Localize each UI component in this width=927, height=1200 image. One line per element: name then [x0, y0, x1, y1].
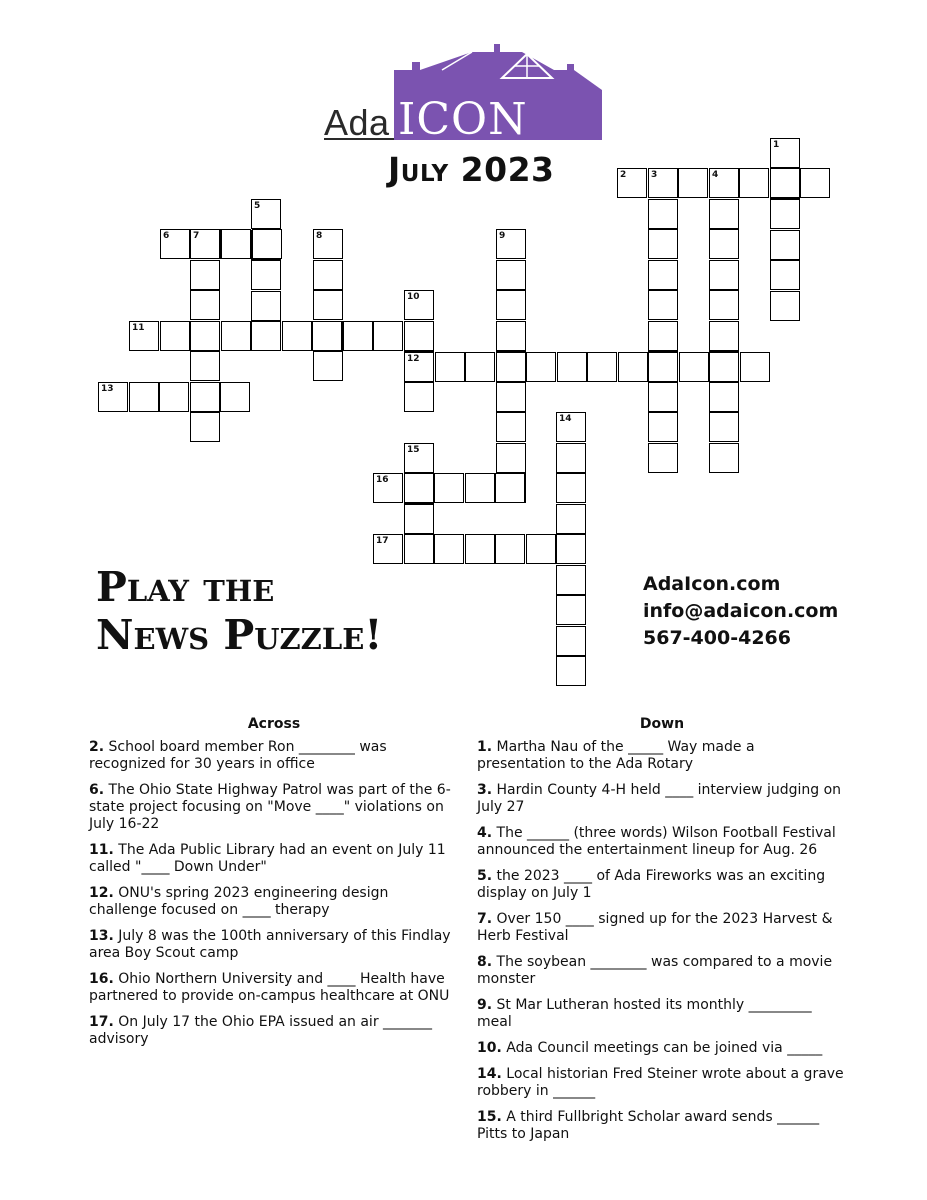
clue-number: 5	[254, 201, 261, 211]
clue-text: Martha Nau of the _____ Way made a presentation to the Ada Rotary	[477, 739, 755, 772]
grid-cell[interactable]	[373, 473, 403, 503]
grid-cell[interactable]	[648, 352, 678, 382]
down-clue	[477, 825, 847, 859]
clue-number: 7.	[477, 911, 493, 927]
grid-cell[interactable]	[98, 382, 128, 412]
grid-cell[interactable]	[251, 199, 281, 229]
clue-number: 10	[407, 292, 420, 302]
grid-cell[interactable]	[190, 351, 220, 381]
clue-number: 6.	[89, 782, 105, 798]
promo-heading	[96, 563, 382, 659]
grid-cell[interactable]	[404, 504, 434, 534]
grid-cell[interactable]	[404, 321, 434, 351]
grid-cell[interactable]	[648, 199, 678, 229]
grid-cell[interactable]	[709, 199, 739, 229]
clue-number: 12	[407, 354, 420, 364]
clue-number: 1	[773, 140, 780, 150]
clue-text: A third Fullbright Scholar award sends ______ Pitts to Japan	[477, 1109, 820, 1142]
grid-cell[interactable]	[373, 534, 403, 564]
clue-text: the 2023 ____ of Ada Fireworks was an exciting display on July 1	[477, 868, 826, 901]
issue-title: July 2023	[388, 150, 555, 189]
grid-cell[interactable]	[679, 352, 709, 382]
clue-text: ONU's spring 2023 engineering design challenge focused on ____ therapy	[89, 885, 389, 918]
grid-cell[interactable]	[495, 534, 525, 564]
grid-cell[interactable]	[496, 321, 526, 351]
website-link[interactable]: AdaIcon.com	[643, 573, 781, 595]
clue-number: 12.	[89, 885, 114, 901]
grid-cell[interactable]	[709, 290, 739, 320]
clue-number: 13.	[89, 928, 114, 944]
logo-text-icon: ICON	[398, 94, 528, 145]
grid-cell[interactable]	[496, 443, 526, 473]
down-clues	[477, 716, 847, 1152]
grid-cell[interactable]	[648, 290, 678, 320]
clue-text: Over 150 ____ signed up for the 2023 Harvest & Herb Festival	[477, 911, 833, 944]
grid-cell[interactable]	[496, 352, 526, 382]
across-clue	[89, 885, 459, 919]
grid-cell[interactable]	[709, 352, 739, 382]
clue-number: 8.	[477, 954, 493, 970]
clue-number: 7	[193, 231, 200, 241]
down-heading: Down	[639, 716, 685, 732]
grid-cell[interactable]	[465, 473, 495, 503]
grid-cell[interactable]	[556, 656, 586, 686]
clue-number: 14.	[477, 1066, 502, 1082]
grid-cell[interactable]	[465, 534, 495, 564]
grid-cell[interactable]	[556, 565, 586, 595]
grid-cell[interactable]	[770, 138, 800, 168]
clue-number: 11.	[89, 842, 114, 858]
down-clue	[477, 739, 847, 773]
grid-cell[interactable]	[617, 168, 647, 198]
clue-text: Ada Council meetings can be joined via _____	[506, 1040, 823, 1056]
clue-number: 3	[651, 170, 658, 180]
grid-cell[interactable]	[496, 290, 526, 320]
grid-cell[interactable]	[190, 412, 220, 442]
grid-cell[interactable]	[770, 199, 800, 229]
clue-number: 14	[559, 414, 572, 424]
clue-text: On July 17 the Ohio EPA issued an air _______ advisory	[89, 1014, 433, 1047]
grid-cell[interactable]	[648, 443, 678, 473]
grid-cell[interactable]	[556, 626, 586, 656]
grid-cell[interactable]	[404, 534, 434, 564]
clue-text: July 8 was the 100th anniversary of this Findlay area Boy Scout camp	[89, 928, 451, 961]
grid-cell[interactable]	[770, 230, 800, 260]
clue-text: St Mar Lutheran hosted its monthly _________ meal	[477, 997, 812, 1030]
grid-cell[interactable]	[404, 473, 434, 503]
clue-number: 9	[499, 231, 506, 241]
grid-cell[interactable]	[312, 321, 342, 351]
clue-number: 15	[407, 445, 420, 455]
clue-number: 17.	[89, 1014, 114, 1030]
grid-cell[interactable]	[556, 534, 586, 564]
grid-cell[interactable]	[435, 352, 465, 382]
grid-cell[interactable]	[159, 382, 189, 412]
down-clue	[477, 1040, 847, 1057]
clue-number: 16.	[89, 971, 114, 987]
grid-cell[interactable]	[251, 321, 281, 351]
clue-number: 15.	[477, 1109, 502, 1125]
grid-cell[interactable]	[343, 321, 373, 351]
contact-info	[643, 571, 838, 652]
grid-cell[interactable]	[618, 352, 648, 382]
across-clue	[89, 971, 459, 1005]
grid-cell[interactable]	[282, 321, 312, 351]
across-heading: Across	[247, 716, 301, 732]
grid-cell[interactable]	[434, 473, 464, 503]
grid-cell[interactable]	[526, 352, 556, 382]
clue-number: 4.	[477, 825, 493, 841]
grid-cell[interactable]	[404, 443, 434, 473]
grid-cell[interactable]	[648, 321, 678, 351]
grid-cell[interactable]	[740, 352, 770, 382]
grid-cell[interactable]	[160, 321, 190, 351]
clue-text: The Ada Public Library had an event on July 11 called "____ Down Under"	[89, 842, 446, 875]
across-clue	[89, 928, 459, 962]
grid-cell[interactable]	[495, 473, 525, 503]
phone-number: 567-400-4266	[643, 627, 791, 649]
grid-cell[interactable]	[129, 321, 159, 351]
grid-cell[interactable]	[190, 321, 220, 351]
grid-cell[interactable]	[770, 260, 800, 290]
clue-text: The ______ (three words) Wilson Football Festival announced the entertainment lineup for Aug. 26	[477, 825, 836, 858]
email-link[interactable]: info@adaicon.com	[643, 600, 839, 622]
clue-number: 3.	[477, 782, 493, 798]
grid-cell[interactable]	[800, 168, 830, 198]
down-clue	[477, 911, 847, 945]
clue-number: 1.	[477, 739, 493, 755]
grid-cell[interactable]	[648, 168, 678, 198]
grid-cell[interactable]	[526, 534, 556, 564]
across-clue	[89, 842, 459, 876]
grid-cell[interactable]	[709, 321, 739, 351]
clue-number: 13	[101, 384, 114, 394]
grid-cell[interactable]	[556, 443, 586, 473]
clue-text: The Ohio State Highway Patrol was part of the 6-state project focusing on "Move ____" violations on July 16-22	[89, 782, 451, 832]
grid-cell[interactable]	[313, 290, 343, 320]
grid-cell[interactable]	[129, 382, 159, 412]
grid-cell[interactable]	[770, 291, 800, 321]
grid-cell[interactable]	[709, 260, 739, 290]
clue-number: 16	[376, 475, 389, 485]
clue-number: 9.	[477, 997, 493, 1013]
grid-cell[interactable]	[496, 382, 526, 412]
across-clue	[89, 739, 459, 773]
clue-number: 5.	[477, 868, 493, 884]
across-clues	[89, 716, 459, 1057]
grid-cell[interactable]	[709, 382, 739, 412]
grid-cell[interactable]	[709, 229, 739, 259]
logo-text-ada: Ada	[324, 102, 390, 143]
clue-text: Local historian Fred Steiner wrote about a grave robbery in ______	[477, 1066, 844, 1099]
grid-cell[interactable]	[709, 443, 739, 473]
grid-cell[interactable]	[190, 229, 220, 259]
grid-cell[interactable]	[496, 412, 526, 442]
clue-text: The soybean ________ was compared to a movie monster	[477, 954, 833, 987]
down-clue	[477, 1109, 847, 1143]
grid-cell[interactable]	[313, 351, 343, 381]
clue-number: 6	[163, 231, 170, 241]
grid-cell[interactable]	[190, 382, 220, 412]
down-clue	[477, 1066, 847, 1100]
grid-cell[interactable]	[648, 382, 678, 412]
grid-cell[interactable]	[648, 412, 678, 442]
grid-cell[interactable]	[496, 229, 526, 259]
grid-cell[interactable]	[252, 229, 282, 259]
grid-cell[interactable]	[404, 352, 434, 382]
grid-cell[interactable]	[160, 229, 190, 259]
grid-cell[interactable]	[709, 412, 739, 442]
grid-cell[interactable]	[709, 168, 739, 198]
promo-line-1: Play the	[96, 563, 275, 611]
grid-cell[interactable]	[373, 321, 403, 351]
clue-number: 2	[620, 170, 627, 180]
clue-number: 4	[712, 170, 719, 180]
clue-text: Ohio Northern University and ____ Health have partnered to provide on-campus healthcare at ONU	[89, 971, 450, 1004]
clue-number: 10.	[477, 1040, 502, 1056]
down-clue	[477, 997, 847, 1031]
across-clue	[89, 1014, 459, 1048]
grid-cell[interactable]	[556, 412, 586, 442]
grid-cell[interactable]	[557, 352, 587, 382]
grid-cell[interactable]	[556, 504, 586, 534]
clue-number: 11	[132, 323, 145, 333]
grid-cell[interactable]	[404, 382, 434, 412]
grid-cell[interactable]	[221, 229, 251, 259]
grid-cell[interactable]	[770, 168, 800, 198]
grid-cell[interactable]	[190, 290, 220, 320]
grid-cell[interactable]	[587, 352, 617, 382]
grid-cell[interactable]	[251, 291, 281, 321]
down-clue	[477, 782, 847, 816]
down-clue	[477, 954, 847, 988]
grid-cell[interactable]	[190, 260, 220, 290]
across-clue	[89, 782, 459, 833]
grid-cell[interactable]	[434, 534, 464, 564]
grid-cell[interactable]	[648, 260, 678, 290]
grid-cell[interactable]	[496, 260, 526, 290]
grid-cell[interactable]	[465, 352, 495, 382]
grid-cell[interactable]	[221, 321, 251, 351]
grid-cell[interactable]	[678, 168, 708, 198]
grid-cell[interactable]	[556, 473, 586, 503]
down-clue	[477, 868, 847, 902]
grid-cell[interactable]	[220, 382, 250, 412]
clue-text: Hardin County 4-H held ____ interview judging on July 27	[477, 782, 842, 815]
grid-cell[interactable]	[556, 595, 586, 625]
clue-number: 2.	[89, 739, 105, 755]
grid-cell[interactable]	[313, 229, 343, 259]
grid-cell[interactable]	[648, 229, 678, 259]
grid-cell[interactable]	[404, 290, 434, 320]
clue-number: 8	[316, 231, 323, 241]
grid-cell[interactable]	[739, 168, 769, 198]
grid-cell[interactable]	[313, 260, 343, 290]
promo-line-2: News Puzzle!	[96, 611, 383, 659]
grid-cell[interactable]	[251, 260, 281, 290]
clue-text: School board member Ron ________ was recognized for 30 years in office	[89, 739, 387, 772]
clue-number: 17	[376, 536, 389, 546]
